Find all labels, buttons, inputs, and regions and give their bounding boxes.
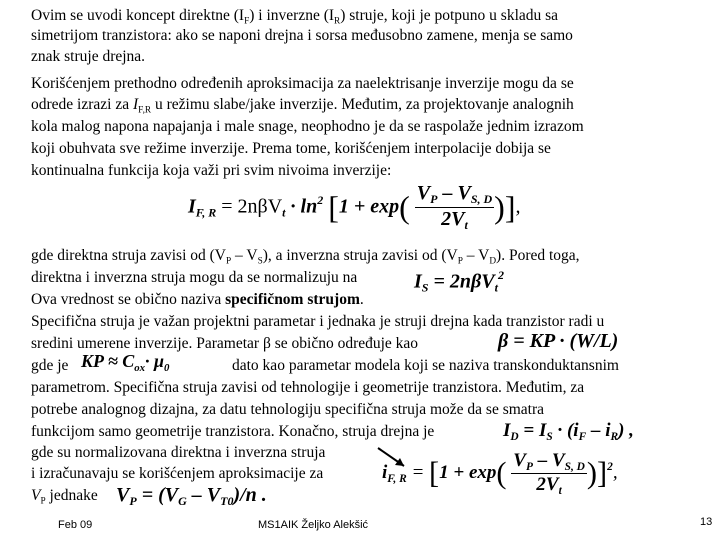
equation-kp: KP ≈ $C_{ox}\cdot \mu_0$: [81, 351, 170, 374]
equation-vp: $V_P = (V_G - V_{T0})/n$ .: [116, 484, 267, 509]
text-line-2: simetrijom tranzistora: ako se naponi drejna i sorsa međusobno zamene, menja se samo: [31, 27, 573, 44]
equation-is: $I_S = 2n\beta V_t^2$: [414, 268, 504, 295]
footer-author: MS1AIK Željko Alekšić: [258, 519, 369, 531]
text-line-5: odrede izrazi za $I_{F,R}$ u režimu slabe/jake inverzije. Međutim, za projektovanje analognih: [31, 96, 574, 116]
text-line-3: znak struje drejna.: [31, 48, 146, 65]
text-line-7: koji obuhvata sve režime inverzije. Prema tome, korišćenjem interpolacije dobija se: [31, 140, 551, 157]
text-line-8: kontinualna funkcija koja važi pri svim nivoima inverzije:: [31, 162, 392, 179]
text-line-20: $V_P$ jednake: [31, 487, 98, 507]
text-line-17: funkcijom samo geometrije tranzistora. Konačno, struja drejna je: [31, 423, 435, 440]
text-line-15: parametrom. Specifična struja zavisi od tehnologije i geometrije tranzistora. Međutim, za: [31, 379, 585, 396]
footer-date: Feb 09: [58, 519, 93, 531]
text-line-18: gde su normalizovana direktna i inverzna struja: [31, 444, 326, 461]
slide-number: 13: [700, 516, 713, 528]
text-line-1: Ovim se uvodi koncept direktne $(I_F)$ i inverzne $(I_R)$ struje, koji je potpuno u skladu sa: [31, 7, 559, 27]
text-line-14: gde je: [31, 357, 69, 374]
fraction-vp-vsd: $\frac{V_P - V_{S, D}}{2V_t}$: [416, 182, 493, 233]
text-line-12: Specifična struja je važan projektni parametar i jednaka je struji drejna kada tranzistor radi u: [31, 313, 605, 330]
text-line-14b: dato kao parametar modela koji se naziva transkonduktansnim: [232, 357, 619, 374]
text-line-19: i izračunavaju se korišćenjem aproksimacije za: [31, 465, 324, 482]
text-line-16: potrebe analognog dizajna, za datu tehnologiju specifična struja može da se smatra: [31, 401, 545, 418]
text-line-11: Ova vrednost se obično naziva specifičnom strujom.: [31, 291, 364, 308]
equation-id: $I_D = I_S \cdot (i_F - i_R)$ ,: [503, 420, 634, 443]
equation-ifr-normalized: $i_{F, R} = [1 + \exp$( $\frac{V_P - V_{S, D}}{2V_t}$ )]$^2$,: [382, 450, 618, 497]
equation-beta: β = KP · (W/L): [498, 330, 619, 352]
text-line-10: direktna i inverzna struja mogu da se normalizuju na: [31, 269, 358, 286]
equation-if-r: $I_{F, R} = 2n\beta V_t \cdot \ln^2 [1 + \exp$( $\frac{V_P - V_{S, D}}{2V_t}$ )],: [188, 182, 521, 233]
text-line-4: Korišćenjem prethodno određenih aproksimacija za naelektrisanje inverzije mogu da se: [31, 75, 574, 92]
text-line-13: sredini umerene inverzije. Parametar β se obično određuje kao: [31, 335, 419, 352]
text-line-6: kola malog napona napajanja i male snage, neophodno je da se raspolaže jednim izrazom: [31, 118, 584, 135]
text-line-9: gde direktna struja zavisi od $(V_P - V_S)$, a inverzna struja zavisi od $(V_P - V_D)$. Pored toga,: [31, 247, 580, 267]
